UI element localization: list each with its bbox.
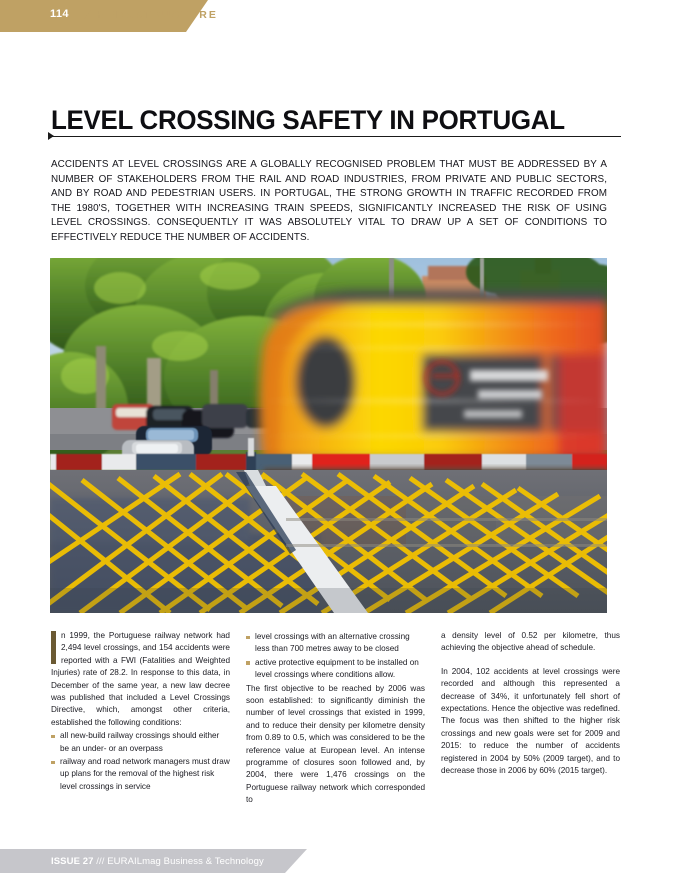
article-column-1 xyxy=(51,630,230,835)
drop-cap xyxy=(51,631,56,664)
level-crossing-photo xyxy=(50,258,607,613)
col1-paragraph-1: n 1999, the Portuguese railway network had 2,494 level crossings, and 154 accidents were reported with a FWI (Fatalities and Weighted Injuries) rate of 28.2. In response to this data, in December of the same year, a new law decree was published that included a Level Crossings Directive, which, amongst other criteria, established the following conditions: xyxy=(51,631,230,727)
photo-illustration xyxy=(50,258,607,613)
list-item: railway and road network managers must draw up plans for the removal of the highest risk level crossings in service xyxy=(51,756,230,793)
col1-bullet-list xyxy=(51,730,230,793)
section-label: INFRASTRUCTURE xyxy=(93,9,218,21)
footer-separator: /// xyxy=(93,856,108,867)
section-marker-icon xyxy=(84,10,91,19)
title-rule-divider xyxy=(51,136,621,137)
list-item: all new-build railway crossings should either be an under- or an overpass xyxy=(51,730,230,755)
list-item: active protective equipment to be installed on level crossings where conditions allow. xyxy=(246,657,425,682)
page-title: LEVEL CROSSING SAFETY IN PORTUGAL xyxy=(51,105,565,136)
page-number: 114 xyxy=(50,8,69,20)
article-body-columns xyxy=(51,630,621,835)
list-item: level crossings with an alternative crossing less than 700 metres away to be closed xyxy=(246,631,425,656)
article-column-2 xyxy=(246,630,425,835)
intro-standfirst: ACCIDENTS AT LEVEL CROSSINGS ARE A GLOBALLY RECOGNISED PROBLEM THAT MUST BE ADDRESSED BY A NUMBER OF STAKEHOLDERS FROM THE RAIL AND ROAD INDUSTRIES, FROM PRIVATE AND PUBLIC SECTORS, AND BY ROAD AND PEDESTRIAN USERS. IN PORTUGAL, THE STRONG GROWTH IN TRAFFIC RECORDED FROM THE 1980'S, TOGETHER WITH INCREASING TRAIN SPEEDS, SIGNIFICANTLY INCREASED THE RISK OF USING LEVEL CROSSINGS. CONSEQUENTLY IT WAS ABSOLUTELY VITAL TO DRAW UP A SET OF CONDITIONS TO EFFECTIVELY REDUCE THE NUMBER OF ACCIDENTS. xyxy=(51,159,607,243)
col3-paragraph-1: a density level of 0.52 per kilometre, thus achieving the objective ahead of schedule. xyxy=(441,631,620,653)
footer-issue: ISSUE 27 xyxy=(51,856,94,867)
article-column-3 xyxy=(441,630,620,835)
col2-paragraph-1: The first objective to be reached by 2006 was soon established: to significantly diminish the number of level crossings that existed in 1999, and to reduce their density per kilometre density from 0.89 to 0.5, which was considered to be the reference value at European level. An intense programme of closures soon followed and, by 2004, there were 1,476 crossings on the Portuguese railway network which corresponded to xyxy=(246,683,425,805)
footer-publication: EURAILmag Business & Technology xyxy=(107,856,264,867)
col2-bullet-list xyxy=(246,631,425,682)
footer-caption xyxy=(51,856,264,867)
col3-paragraph-2: In 2004, 102 accidents at level crossings were recorded and although this represented a decrease of 34%, it unfortunately fell short of expectations. Hence the objective was redefined. The focus was then shifted to the higher risk crossings and new goals were set for 2009 and 2015: to reduce the number of accidents registered in 2004 by 50% (2009 target), and to decrease those in 2006 by 60% (2015 target). xyxy=(441,666,620,776)
